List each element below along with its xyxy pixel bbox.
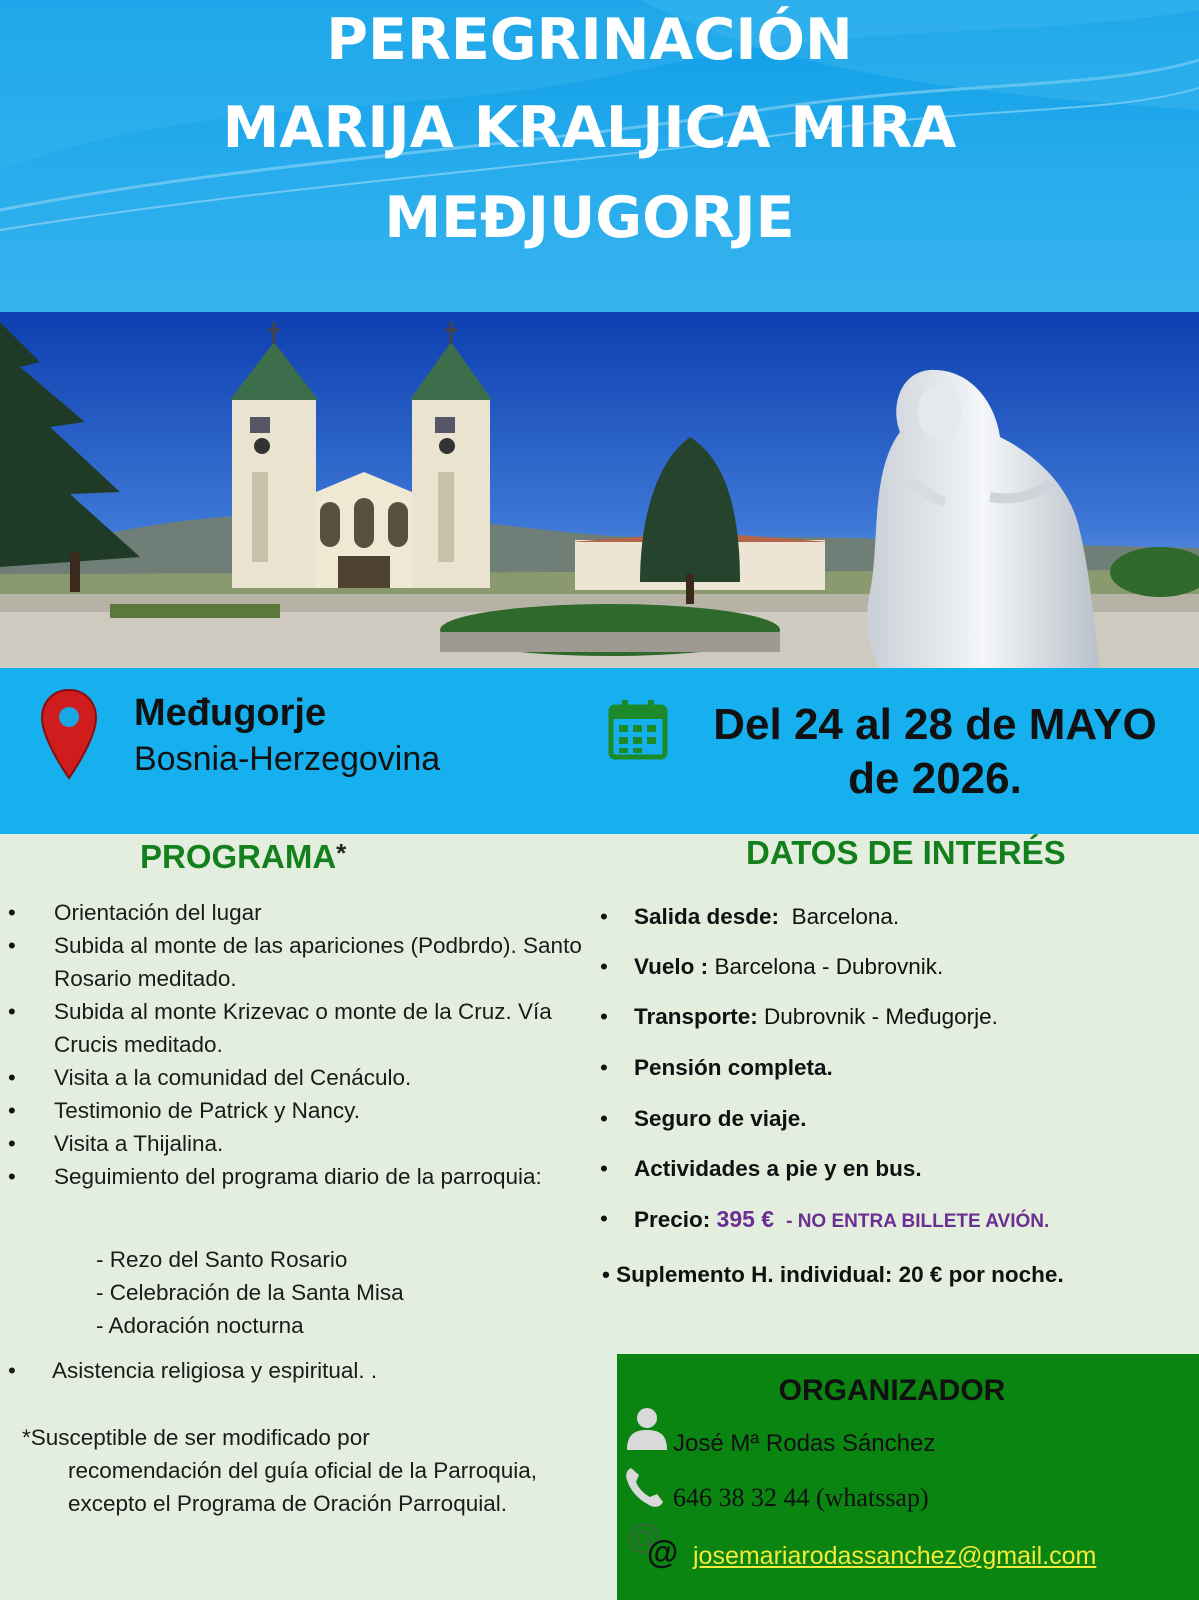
at-sign-icon: @ (647, 1534, 679, 1570)
place-name: Međugorje (134, 692, 327, 734)
list-item: • Orientación del lugar (0, 896, 600, 929)
organizer-box (617, 1354, 1199, 1600)
at-sign-icon-shadow: @ (627, 1518, 661, 1556)
salida-value: Barcelona. (791, 904, 900, 929)
footnote-line-1: *Susceptible de ser modificado por (22, 1425, 370, 1450)
church-photo (0, 312, 1199, 668)
precio-label: Precio: (634, 1207, 711, 1232)
phone-icon (623, 1464, 667, 1510)
datos-precio (600, 1206, 1049, 1233)
datos-pension (600, 1055, 833, 1081)
programa-sublist (96, 1243, 404, 1342)
sublist-item: - Rezo del Santo Rosario (96, 1247, 348, 1272)
datos-transporte (600, 1004, 998, 1030)
pension-text: Pensión completa. (634, 1055, 833, 1080)
person-icon (625, 1406, 669, 1452)
transporte-label: Transporte: (634, 1004, 758, 1029)
organizer-email-link[interactable]: josemariarodassanchez@gmail.com (693, 1542, 1097, 1570)
datos-salida (600, 904, 899, 930)
header-banner (0, 0, 1199, 312)
vuelo-value: Barcelona - Dubrovnik. (714, 954, 944, 979)
datos-seguro (600, 1106, 807, 1132)
salida-label: Salida desde: (634, 904, 780, 929)
dates-line-2: de 2026. (848, 754, 1022, 803)
programa-list (0, 896, 600, 1193)
datos-vuelo (600, 954, 943, 980)
programa-asterisk: * (336, 838, 347, 868)
datos-heading: DATOS DE INTERÉS (746, 834, 1066, 871)
vuelo-label: Vuelo : (634, 954, 709, 979)
datos-suplemento: • Suplemento H. individual: 20 € por noche. (602, 1262, 1064, 1287)
list-item: • Subida al monte de las apariciones (Podbrdo). Santo Rosario meditado. (0, 929, 600, 995)
calendar-icon (608, 698, 668, 760)
programa-footnote (22, 1421, 602, 1520)
organizer-phone: 646 38 32 44 (whatssap) (673, 1483, 929, 1512)
datos-actividades (600, 1156, 922, 1182)
sublist-item: - Adoración nocturna (96, 1313, 304, 1338)
dates-line-1: Del 24 al 28 de MAYO (713, 700, 1157, 749)
programa-heading (140, 838, 346, 876)
seguro-text: Seguro de viaje. (634, 1106, 807, 1131)
organizer-name: José Mª Rodas Sánchez (673, 1430, 936, 1457)
map-pin-icon (40, 688, 98, 780)
list-item: • Visita a Thijalina. (0, 1127, 600, 1160)
precio-note: - NO ENTRA BILLETE AVIÓN. (786, 1211, 1050, 1232)
sublist-item: - Celebración de la Santa Misa (96, 1280, 404, 1305)
list-item-asistencia: • Asistencia religiosa y espiritual. . (0, 1358, 377, 1384)
title-line-2: MARIJA KRALJICA MIRA (222, 95, 957, 161)
organizer-heading: ORGANIZADOR (778, 1374, 1006, 1407)
actividades-text: Actividades a pie y en bus. (634, 1156, 922, 1181)
title-line-1: PEREGRINACIÓN (326, 7, 853, 73)
list-item: • Seguimiento del programa diario de la parroquia: (0, 1160, 600, 1193)
precio-value: 395 € (716, 1206, 775, 1232)
transporte-value: Dubrovnik - Međugorje. (764, 1004, 998, 1029)
programa-heading-text: PROGRAMA (140, 838, 337, 875)
list-item: • Subida al monte Krizevac o monte de la Cruz. Vía Crucis meditado. (0, 995, 600, 1061)
title-line-3: MEĐJUGORJE (384, 185, 795, 251)
trip-dates (680, 698, 1190, 806)
footnote-continuation: recomendación del guía oficial de la Parroquia, excepto el Programa de Oración Parroquial. (68, 1458, 538, 1516)
info-bar (0, 668, 1199, 834)
list-item: • Testimonio de Patrick y Nancy. (0, 1094, 600, 1127)
place-region: Bosnia-Herzegovina (134, 740, 441, 778)
list-item: • Visita a la comunidad del Cenáculo. (0, 1061, 600, 1094)
